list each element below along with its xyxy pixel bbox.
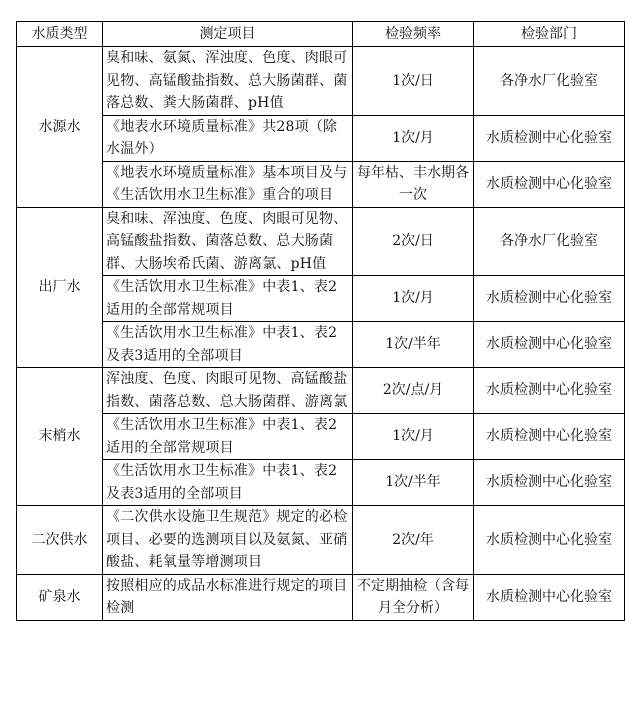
table-row <box>17 574 625 620</box>
water-type-cell: 出厂水 <box>17 207 103 368</box>
table-row <box>17 506 625 575</box>
table-row <box>17 161 625 207</box>
frequency-cell: 2次/点/月 <box>353 368 474 414</box>
test-items-cell: 《生活饮用水卫生标准》中表1、表2适用的全部常规项目 <box>103 276 353 322</box>
water-type-cell: 末梢水 <box>17 368 103 506</box>
table-row <box>17 47 625 116</box>
department-cell: 水质检测中心化验室 <box>474 414 625 460</box>
department-cell: 各净水厂化验室 <box>474 207 625 276</box>
department-cell: 水质检测中心化验室 <box>474 368 625 414</box>
header-frequency: 检验频率 <box>353 22 474 47</box>
frequency-cell: 1次/日 <box>353 47 474 116</box>
department-cell: 水质检测中心化验室 <box>474 322 625 368</box>
header-water-type: 水质类型 <box>17 22 103 47</box>
department-cell: 水质检测中心化验室 <box>474 161 625 207</box>
frequency-cell: 不定期抽检（含每月全分析） <box>353 574 474 620</box>
water-quality-inspection-table <box>16 21 625 621</box>
test-items-cell: 《地表水环境质量标准》共28项（除水温外） <box>103 115 353 161</box>
frequency-cell: 1次/月 <box>353 115 474 161</box>
test-items-cell: 臭和味、氨氮、浑浊度、色度、肉眼可见物、高锰酸盐指数、总大肠菌群、菌落总数、粪大肠菌群、pH值 <box>103 47 353 116</box>
table-row <box>17 460 625 506</box>
test-items-cell: 《生活饮用水卫生标准》中表1、表2适用的全部常规项目 <box>103 414 353 460</box>
table-row <box>17 207 625 276</box>
frequency-cell: 1次/半年 <box>353 322 474 368</box>
department-cell: 水质检测中心化验室 <box>474 506 625 575</box>
frequency-cell: 每年枯、丰水期各一次 <box>353 161 474 207</box>
frequency-cell: 1次/半年 <box>353 460 474 506</box>
test-items-cell: 《二次供水设施卫生规范》规定的必检项目、必要的选测项目以及氨氮、亚硝酸盐、耗氧量等增测项目 <box>103 506 353 575</box>
test-items-cell: 按照相应的成品水标准进行规定的项目检测 <box>103 574 353 620</box>
frequency-cell: 1次/月 <box>353 276 474 322</box>
table-row <box>17 322 625 368</box>
frequency-cell: 1次/月 <box>353 414 474 460</box>
water-type-cell: 水源水 <box>17 47 103 208</box>
header-department: 检验部门 <box>474 22 625 47</box>
header-row <box>17 22 625 47</box>
frequency-cell: 2次/年 <box>353 506 474 575</box>
department-cell: 水质检测中心化验室 <box>474 574 625 620</box>
water-type-cell: 二次供水 <box>17 506 103 575</box>
test-items-cell: 《生活饮用水卫生标准》中表1、表2及表3适用的全部项目 <box>103 460 353 506</box>
department-cell: 水质检测中心化验室 <box>474 276 625 322</box>
frequency-cell: 2次/日 <box>353 207 474 276</box>
department-cell: 各净水厂化验室 <box>474 47 625 116</box>
header-test-items: 测定项目 <box>103 22 353 47</box>
table-row <box>17 276 625 322</box>
table-row <box>17 414 625 460</box>
water-type-cell: 矿泉水 <box>17 574 103 620</box>
department-cell: 水质检测中心化验室 <box>474 115 625 161</box>
table-row <box>17 115 625 161</box>
test-items-cell: 臭和味、浑浊度、色度、肉眼可见物、高锰酸盐指数、菌落总数、总大肠菌群、大肠埃希氏菌、游离氯、pH值 <box>103 207 353 276</box>
test-items-cell: 《地表水环境质量标准》基本项目及与《生活饮用水卫生标准》重合的项目 <box>103 161 353 207</box>
test-items-cell: 《生活饮用水卫生标准》中表1、表2及表3适用的全部项目 <box>103 322 353 368</box>
table-row <box>17 368 625 414</box>
department-cell: 水质检测中心化验室 <box>474 460 625 506</box>
test-items-cell: 浑浊度、色度、肉眼可见物、高锰酸盐指数、菌落总数、总大肠菌群、游离氯 <box>103 368 353 414</box>
